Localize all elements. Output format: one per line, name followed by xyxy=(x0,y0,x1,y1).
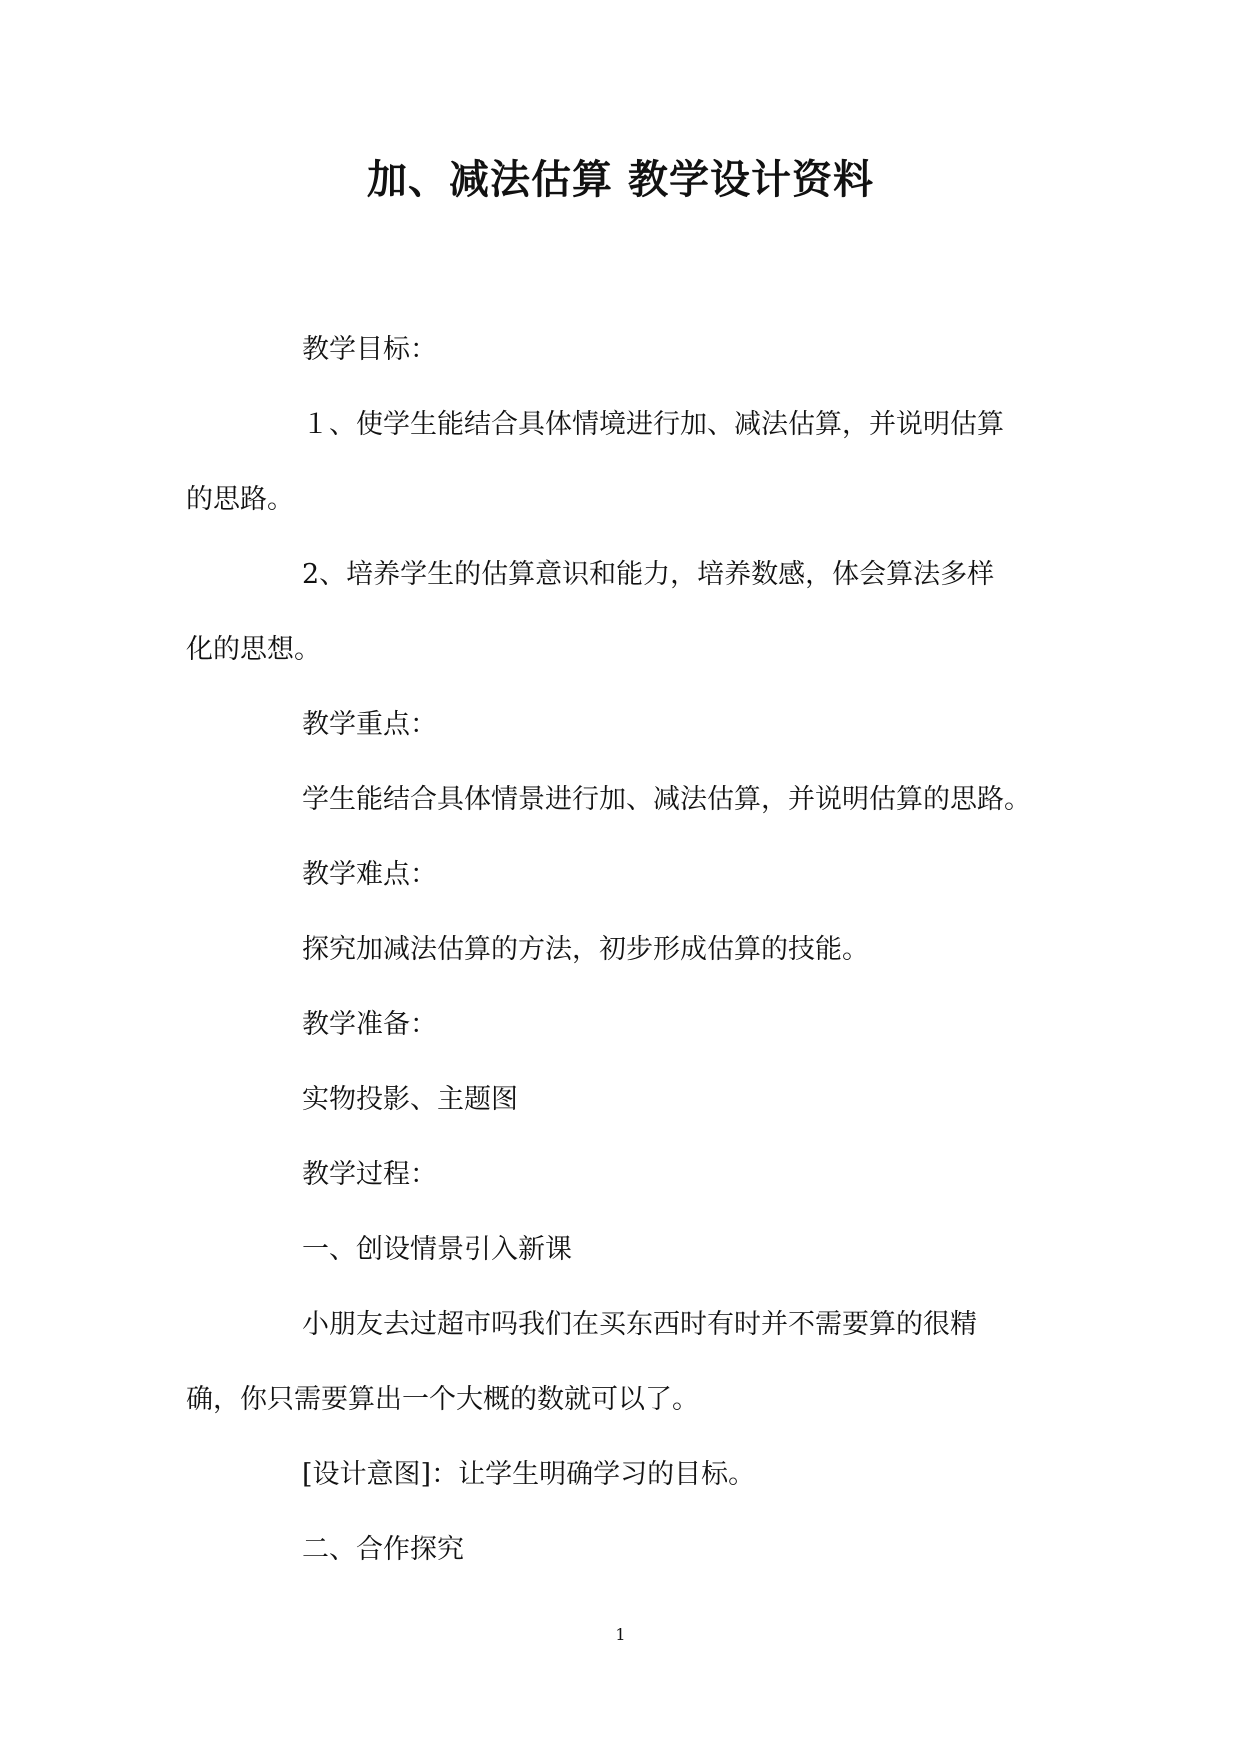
key-points-text: 学生能结合具体情景进行加、减法估算，并说明估算的思路。 xyxy=(302,784,1031,815)
document-title: 加、减法估算 教学设计资料 xyxy=(367,157,874,203)
goal-1-line-2: 的思路。 xyxy=(186,484,294,515)
section-1-text-line-1: 小朋友去过超市吗我们在买东西时有时并不需要算的很精 xyxy=(302,1309,977,1340)
goal-2-line-2: 化的思想。 xyxy=(186,634,321,665)
goal-2-line-1: 2、培养学生的估算意识和能力，培养数感，体会算法多样 xyxy=(302,559,995,590)
heading-teaching-goals: 教学目标： xyxy=(302,334,437,365)
heading-process: 教学过程： xyxy=(302,1159,437,1190)
heading-preparation: 教学准备： xyxy=(302,1009,437,1040)
preparation-text: 实物投影、主题图 xyxy=(302,1084,518,1115)
heading-difficulties: 教学难点： xyxy=(302,859,437,890)
section-1-text-line-2: 确，你只需要算出一个大概的数就可以了。 xyxy=(186,1384,699,1415)
design-intent: [设计意图]：让学生明确学习的目标。 xyxy=(302,1459,756,1490)
section-1-heading: 一、创设情景引入新课 xyxy=(302,1234,572,1265)
goal-1-line-1: １、使学生能结合具体情境进行加、减法估算，并说明估算 xyxy=(302,409,1004,440)
page-number: 1 xyxy=(615,1625,626,1644)
difficulties-text: 探究加减法估算的方法，初步形成估算的技能。 xyxy=(302,934,869,965)
heading-key-points: 教学重点： xyxy=(302,709,437,740)
section-2-heading: 二、合作探究 xyxy=(302,1534,464,1565)
